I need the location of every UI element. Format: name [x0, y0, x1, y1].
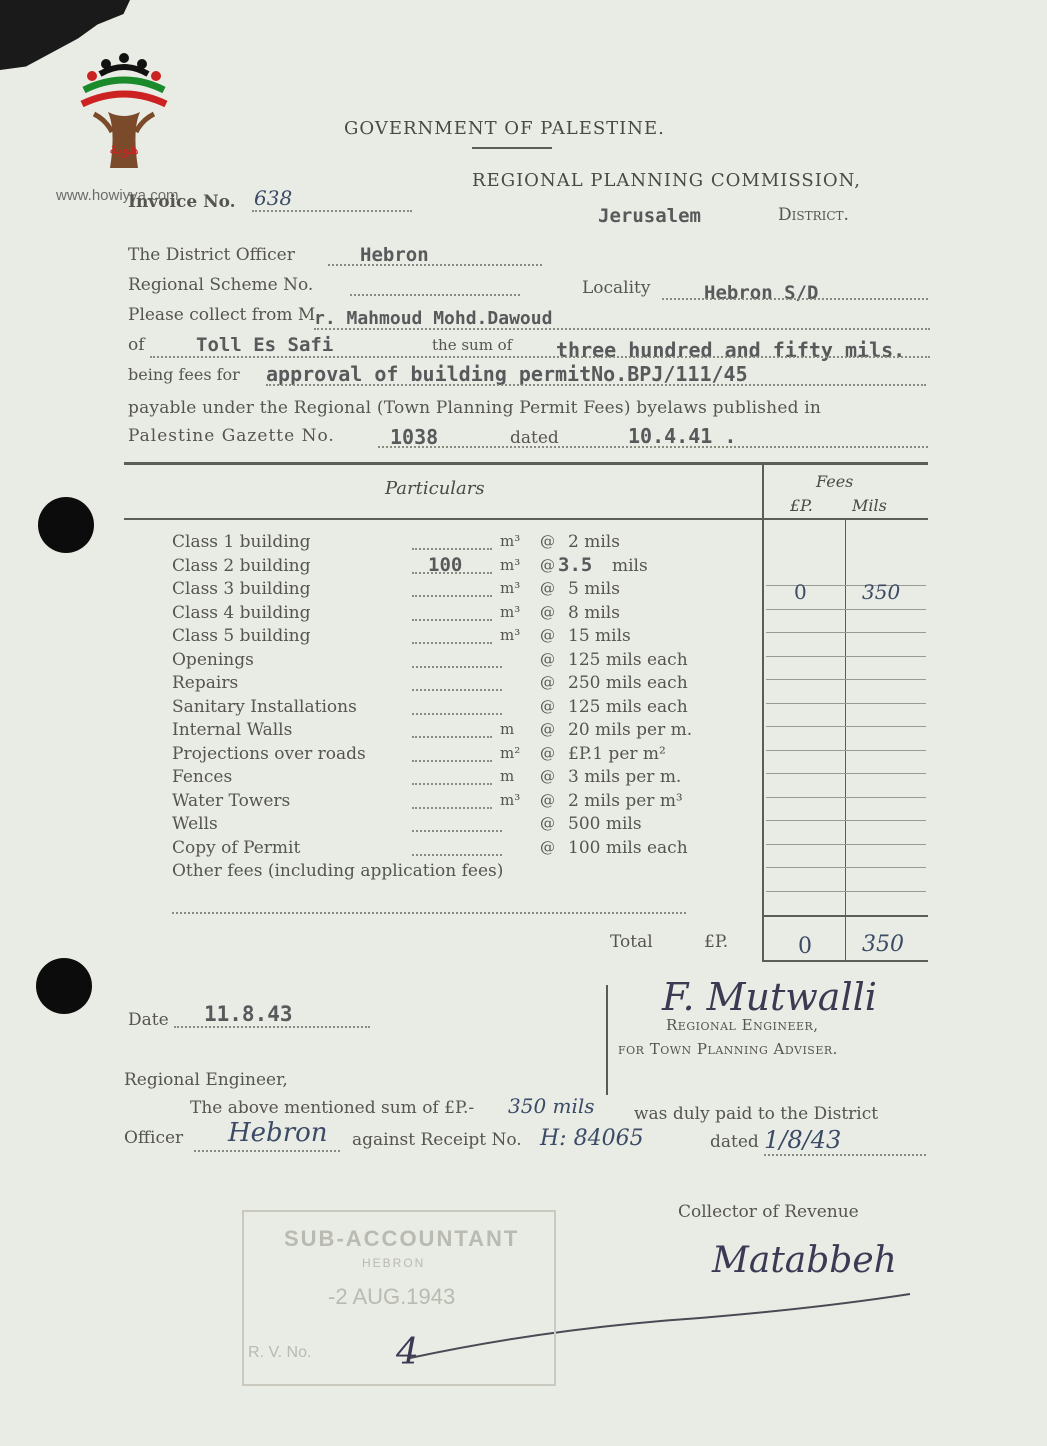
- receipt-date-hand: 1/8/43: [764, 1126, 842, 1154]
- total-label: Total: [610, 932, 653, 952]
- invoice-dots: [252, 210, 412, 212]
- fee-grid-line: [766, 703, 926, 704]
- officer-dots: [328, 264, 542, 266]
- row-unit: m³: [500, 626, 521, 644]
- government-heading: GOVERNMENT OF PALESTINE.: [344, 118, 665, 139]
- officer-hand: Hebron: [228, 1118, 328, 1148]
- row-unit: m: [500, 767, 515, 785]
- fees-label: being fees for: [128, 365, 240, 384]
- scheme-dots: [350, 294, 520, 296]
- fee-grid-line: [766, 679, 926, 680]
- row-dots: [412, 595, 492, 597]
- fees-dots: [266, 384, 926, 386]
- table-header-rule: [124, 518, 928, 520]
- row-name: Class 2 building: [172, 556, 311, 576]
- row-unit: m³: [500, 603, 521, 621]
- fee-grid-line: [766, 773, 926, 774]
- row-dots: [412, 548, 492, 550]
- row-dots: [412, 760, 492, 762]
- sum-label: the sum of: [432, 336, 513, 354]
- stamp-city: HEBRON: [362, 1256, 426, 1270]
- district-officer-label: The District Officer: [128, 245, 295, 265]
- row-rate: 8 mils: [568, 603, 620, 623]
- fee-grid-line: [766, 797, 926, 798]
- heading-underline: [472, 147, 552, 149]
- row-at: @: [540, 697, 555, 715]
- invoice-number: 638: [254, 186, 293, 210]
- table-top-rule: [124, 462, 928, 465]
- row-unit: m³: [500, 556, 521, 574]
- row-quantity: 100: [428, 554, 463, 576]
- receipt-salutation: Regional Engineer,: [124, 1070, 288, 1090]
- gazette-label: Palestine Gazette No.: [128, 426, 335, 446]
- receipt-dated-label: dated: [710, 1132, 759, 1152]
- collect-value: r. Mahmoud Mohd.Dawoud: [314, 308, 553, 329]
- total-mils: 350: [862, 932, 904, 957]
- row-dots: [412, 807, 492, 809]
- row-unit: m³: [500, 579, 521, 597]
- table-total-rule: [764, 915, 928, 917]
- gazette-date: 10.4.41 .: [628, 424, 737, 448]
- row-dots: [412, 689, 502, 691]
- row-name: Water Towers: [172, 791, 291, 811]
- row-rate: 3 mils per m.: [568, 767, 682, 787]
- receipt-line1-a: The above mentioned sum of £P.-: [190, 1098, 475, 1118]
- row-dots: [412, 854, 502, 856]
- row-rate: 250 mils each: [568, 673, 688, 693]
- row-at: @: [540, 603, 555, 621]
- stamp-rv-hand: 4: [396, 1332, 419, 1373]
- row-name: Wells: [172, 814, 218, 834]
- lp-header: £P.: [790, 496, 813, 515]
- row-rate-hand: 3.5: [558, 554, 593, 576]
- row-dots: [412, 642, 492, 644]
- row-mils: 350: [862, 580, 901, 604]
- row-at: @: [540, 579, 555, 597]
- row-rate: 2 mils: [568, 532, 620, 552]
- fees-value: approval of building permitNo.BPJ/111/45: [266, 362, 748, 386]
- locality-label: Locality: [582, 278, 651, 298]
- punch-hole-top: [38, 497, 94, 553]
- particulars-header: Particulars: [385, 478, 485, 499]
- engineer-title: Regional Engineer,: [666, 1016, 819, 1034]
- row-rate: 2 mils per m³: [568, 791, 683, 811]
- receipt-number: H: 84065: [540, 1126, 644, 1151]
- row-dots: [412, 713, 502, 715]
- row-unit: m³: [500, 532, 521, 550]
- row-at: @: [540, 744, 555, 762]
- district-officer-value: Hebron: [360, 244, 429, 266]
- row-rate: 125 mils each: [568, 650, 688, 670]
- other-fees-dots: [172, 912, 686, 914]
- sum-value: three hundred and fifty mils.: [556, 338, 906, 362]
- row-rate: £P.1 per m²: [568, 744, 666, 764]
- row-dots: [412, 736, 492, 738]
- row-name: Other fees (including application fees): [172, 861, 504, 881]
- row-at: @: [540, 626, 555, 644]
- commission-heading: REGIONAL PLANNING COMMISSION,: [472, 170, 861, 191]
- row-at: @: [540, 814, 555, 832]
- row-rate: mils: [612, 556, 648, 576]
- locality-value: Hebron S/D: [704, 282, 819, 304]
- row-at: @: [540, 838, 555, 856]
- row-name: Repairs: [172, 673, 239, 693]
- collect-dots: [314, 328, 930, 330]
- row-at: @: [540, 532, 555, 550]
- row-at: @: [540, 673, 555, 691]
- row-rate: 100 mils each: [568, 838, 688, 858]
- mils-header: Mils: [852, 496, 887, 515]
- row-name: Class 1 building: [172, 532, 311, 552]
- punch-hole-bottom: [36, 958, 92, 1014]
- row-name: Copy of Permit: [172, 838, 301, 858]
- row-at: @: [540, 720, 555, 738]
- row-name: Fences: [172, 767, 233, 787]
- date-dots: [174, 1026, 370, 1028]
- site-watermark: www.howiyya.com: [56, 187, 179, 204]
- row-name: Sanitary Installations: [172, 697, 357, 717]
- collect-label: Please collect from M: [128, 305, 316, 325]
- fee-grid-line: [766, 844, 926, 845]
- engineer-subtitle: for Town Planning Adviser.: [618, 1040, 838, 1058]
- row-rate: 15 mils: [568, 626, 631, 646]
- gazette-dots: [378, 446, 928, 448]
- fee-grid-line: [766, 891, 926, 892]
- fee-grid-line: [766, 609, 926, 610]
- row-dots: [412, 830, 502, 832]
- row-at: @: [540, 556, 555, 574]
- sum-dots: [150, 356, 930, 358]
- fee-grid-line: [766, 585, 926, 586]
- district-value: Jerusalem: [598, 205, 701, 227]
- receipt-date-dots: [764, 1154, 926, 1156]
- row-at: @: [540, 791, 555, 809]
- stamp-title: SUB-ACCOUNTANT: [284, 1226, 520, 1251]
- collector-signature: Matabbeh: [712, 1240, 897, 1281]
- row-name: Class 4 building: [172, 603, 311, 623]
- engineer-signature: F. Mutwalli: [662, 975, 877, 1019]
- receipt-label: against Receipt No.: [352, 1130, 522, 1150]
- tree-logo-icon: [72, 50, 176, 190]
- receipt-sum-hand: 350 mils: [508, 1094, 595, 1118]
- gazette-number: 1038: [390, 425, 439, 449]
- total-currency: £P.: [704, 932, 729, 952]
- row-name: Internal Walls: [172, 720, 293, 740]
- district-label: District.: [778, 205, 849, 225]
- stamp-date: -2 AUG.1943: [328, 1284, 456, 1309]
- howiyya-logo: [72, 50, 176, 190]
- sub-accountant-stamp: [242, 1210, 556, 1386]
- of-label: of: [128, 335, 145, 355]
- locality-dots: [662, 298, 928, 300]
- row-name: Openings: [172, 650, 254, 670]
- payable-text: payable under the Regional (Town Planning Permit Fees) byelaws published in: [128, 398, 822, 418]
- row-dots: [412, 783, 492, 785]
- date-label: Date: [128, 1010, 169, 1030]
- fees-header: Fees: [816, 472, 854, 491]
- row-rate: 5 mils: [568, 579, 620, 599]
- row-name: Class 3 building: [172, 579, 311, 599]
- date-value: 11.8.43: [204, 1002, 293, 1026]
- dated-label: dated: [510, 428, 559, 448]
- table-bottom-rule: [764, 960, 928, 962]
- signature-bracket: [606, 985, 608, 1095]
- logo-arabic-text: هوية: [109, 139, 139, 158]
- fee-grid-line: [766, 750, 926, 751]
- row-lp: 0: [794, 580, 807, 604]
- fee-grid-line: [766, 632, 926, 633]
- collector-label: Collector of Revenue: [678, 1202, 859, 1222]
- row-dots: [412, 619, 492, 621]
- row-name: Class 5 building: [172, 626, 311, 646]
- row-name: Projections over roads: [172, 744, 366, 764]
- receipt-line1-b: was duly paid to the District: [634, 1104, 879, 1124]
- row-at: @: [540, 767, 555, 785]
- row-rate: 125 mils each: [568, 697, 688, 717]
- officer-label: Officer: [124, 1128, 184, 1148]
- table-fees-divider: [762, 462, 764, 962]
- of-value: Toll Es Safi: [196, 334, 334, 356]
- scheme-label: Regional Scheme No.: [128, 275, 314, 295]
- fee-grid-line: [766, 656, 926, 657]
- stamp-rv-label: R. V. No.: [248, 1344, 312, 1361]
- row-unit: m²: [500, 744, 521, 762]
- row-unit: m: [500, 720, 515, 738]
- table-lp-mils-divider: [845, 520, 846, 962]
- fee-grid-line: [766, 820, 926, 821]
- officer-dots-line: [194, 1150, 340, 1152]
- total-lp: 0: [798, 934, 812, 959]
- invoice-label: Invoice No.: [128, 192, 236, 212]
- row-rate: 20 mils per m.: [568, 720, 693, 740]
- fee-grid-line: [766, 867, 926, 868]
- row-rate: 500 mils: [568, 814, 642, 834]
- row-unit: m³: [500, 791, 521, 809]
- row-at: @: [540, 650, 555, 668]
- row-dots: [412, 666, 502, 668]
- fee-grid-line: [766, 726, 926, 727]
